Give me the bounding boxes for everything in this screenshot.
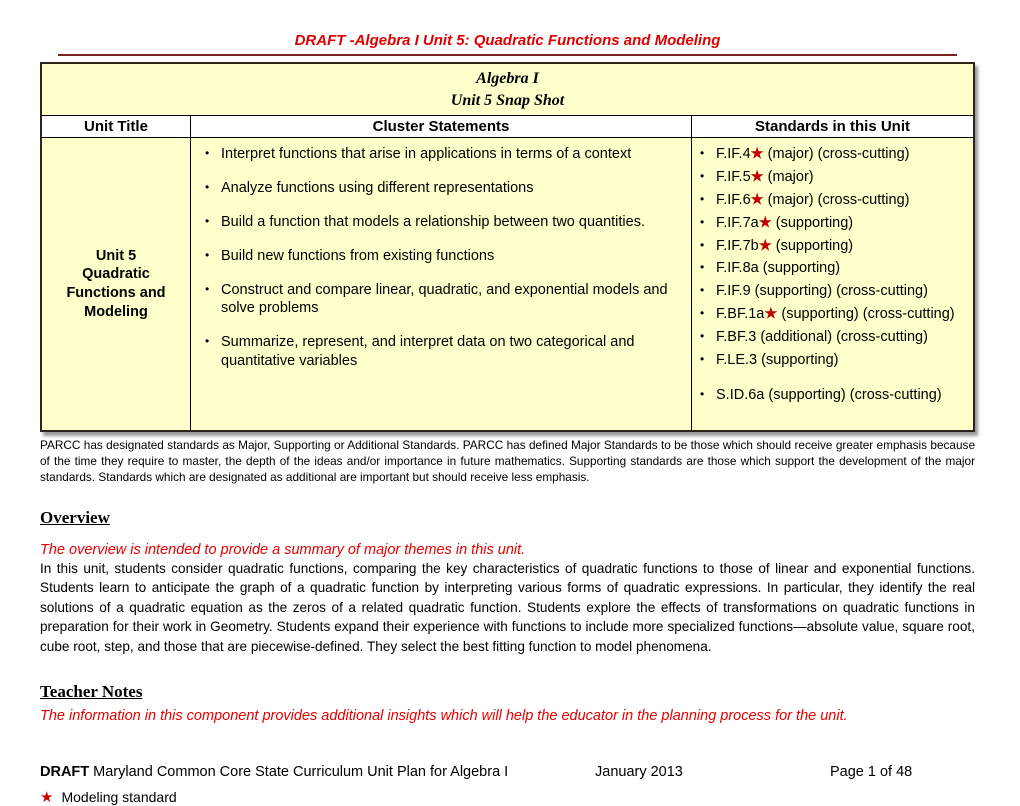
table-header-row	[41, 116, 974, 138]
page-title: DRAFT -Algebra I Unit 5: Quadratic Functions and Modeling	[58, 32, 957, 56]
standard-item-text	[716, 282, 928, 301]
table-body-row	[41, 138, 974, 432]
standard-item	[700, 237, 965, 256]
table-title-line2: Unit 5 Snap Shot	[450, 91, 565, 109]
column-header-unit-title: Unit Title	[41, 116, 191, 138]
column-header-standards: Standards in this Unit	[692, 116, 975, 138]
standard-note: (major) (cross-cutting)	[763, 191, 910, 208]
snapshot-table	[40, 62, 975, 432]
standard-item-text	[716, 237, 853, 256]
unit-title-cell	[41, 138, 191, 432]
column-header-cluster-statements: Cluster Statements	[191, 116, 692, 138]
modeling-star-icon: ★	[750, 169, 764, 186]
cluster-list	[205, 145, 679, 371]
standard-item	[700, 168, 965, 187]
bullet-icon: •	[700, 328, 705, 343]
modeling-standard-label: Modeling standard	[61, 789, 177, 806]
unit-title-line: Unit 5	[95, 247, 137, 264]
standard-note: (supporting)	[758, 260, 841, 277]
standard-item-text	[716, 168, 814, 187]
overview-body: In this unit, students consider quadratic functions, comparing the key characteristics of quadratic functions to those of linear and exponential functions. Students learn to anticipate the graph of a quadratic function by interpreting various forms of quadratic expressions. In particular, they identify the real solutions of a quadratic equation as the zeros of a related quadratic function. Students explore the effects of transformations on quadratic functions in preparation for their work in Geometry. Students expand their experience with functions to include more specialized functions—absolute value, square root, cube root, step, and those that are piecewise-defined. They select the best fitting function to model phenomena.	[40, 560, 975, 654]
table-title-line1: Algebra I	[476, 70, 539, 87]
bullet-icon: •	[205, 281, 210, 296]
standard-code: F.IF.7b	[716, 237, 759, 254]
standard-note: (supporting)	[771, 214, 854, 231]
bullet-icon: •	[700, 386, 705, 401]
modeling-star-icon: ★	[758, 214, 772, 231]
cluster-item-text: Summarize, represent, and interpret data on two categorical and quantitative variables	[221, 334, 635, 370]
standard-item-text	[716, 386, 942, 405]
standard-item-text	[716, 328, 928, 347]
bullet-icon: •	[700, 237, 705, 252]
bullet-icon: •	[205, 146, 210, 161]
unit-title-line: Functions and	[66, 285, 166, 302]
bullet-icon: •	[205, 213, 210, 228]
cluster-item	[205, 213, 679, 232]
bullet-icon: •	[700, 146, 705, 161]
unit-title-text	[43, 247, 189, 322]
standard-item-text	[716, 351, 839, 370]
standard-item	[700, 328, 965, 347]
footer-document-name	[40, 764, 595, 780]
standards-cell	[692, 138, 975, 432]
bullet-icon: •	[700, 214, 705, 229]
page-footer	[40, 764, 975, 780]
standard-code: S.ID.6a	[716, 386, 765, 403]
parcc-note: PARCC has designated standards as Major, Supporting or Additional Standards. PARCC has defined Major Standards to be those which should receive greater emphasis because of the time they require to master, the depth of the ideas and/or importance in future mathematics. Supporting standards are those which support the development of the major standards. Standards which are designated as additional are important but should receive less emphasis.	[40, 438, 975, 485]
standard-note: (supporting)	[757, 351, 839, 368]
bullet-icon: •	[700, 260, 705, 275]
standard-item	[700, 282, 965, 301]
standard-note: (major)	[763, 169, 814, 186]
cluster-item	[205, 145, 679, 164]
table-title-cell	[41, 63, 974, 116]
overview-heading: Overview	[40, 507, 110, 527]
standard-code: F.BF.3	[716, 328, 757, 345]
cluster-item-text: Build new functions from existing functions	[221, 247, 495, 264]
standards-list	[700, 145, 965, 404]
standard-note: (supporting) (cross-cutting)	[750, 283, 928, 300]
standard-code: F.LE.3	[716, 351, 758, 368]
standard-code: F.IF.7a	[716, 214, 759, 231]
table-title-row	[41, 63, 974, 116]
cluster-item	[205, 247, 679, 266]
standard-item-text	[716, 191, 909, 210]
bullet-icon: •	[205, 247, 210, 262]
standard-item	[700, 351, 965, 370]
standard-code: F.IF.4	[716, 146, 751, 163]
bullet-icon: •	[700, 169, 705, 184]
bullet-icon: •	[700, 306, 705, 321]
standard-note: (supporting)	[771, 237, 854, 254]
modeling-star-icon: ★	[758, 237, 772, 254]
cluster-item-text: Analyze functions using different representations	[221, 180, 534, 197]
standard-item-text	[716, 259, 840, 278]
modeling-star-icon: ★	[750, 191, 764, 208]
footer-draft-label: DRAFT	[40, 764, 90, 781]
cluster-item-text: Construct and compare linear, quadratic, and exponential models and solve problems	[221, 281, 668, 317]
standard-note: (supporting) (cross-cutting)	[764, 386, 942, 403]
standard-item	[700, 145, 965, 164]
cluster-item-text: Build a function that models a relationship between two quantities.	[221, 213, 645, 230]
standard-item	[700, 386, 965, 405]
bullet-icon: •	[700, 283, 705, 298]
cluster-item	[205, 179, 679, 198]
modeling-star-icon: ★	[40, 789, 54, 806]
standard-item	[700, 214, 965, 233]
modeling-star-icon: ★	[750, 146, 764, 163]
modeling-standard-footnote	[40, 788, 975, 806]
bullet-icon: •	[205, 334, 210, 349]
unit-title-line: Modeling	[84, 304, 148, 321]
teacher-notes-intro: The information in this component provides additional insights which will help the educator in the planning process for the unit.	[40, 708, 848, 725]
standard-item	[700, 191, 965, 210]
unit-title-line: Quadratic	[82, 266, 150, 283]
standard-code: F.IF.9	[716, 283, 751, 300]
standard-code: F.IF.6	[716, 191, 751, 208]
standard-note: (supporting) (cross-cutting)	[777, 306, 955, 323]
bullet-icon: •	[205, 180, 210, 195]
cluster-statements-cell	[191, 138, 692, 432]
standard-item-text	[716, 145, 909, 164]
bullet-icon: •	[700, 351, 705, 366]
footer-document-title: Maryland Common Core State Curriculum Unit Plan for Algebra I	[89, 764, 509, 781]
standard-note: (additional) (cross-cutting)	[756, 328, 928, 345]
standard-code: F.IF.8a	[716, 260, 759, 277]
standard-note: (major) (cross-cutting)	[763, 146, 910, 163]
standard-item	[700, 305, 965, 324]
footer-date: January 2013	[595, 764, 683, 781]
standard-item	[700, 259, 965, 278]
cluster-item	[205, 333, 679, 371]
footer-page-number: Page 1 of 48	[830, 764, 913, 781]
teacher-notes-heading: Teacher Notes	[40, 682, 143, 702]
cluster-item	[205, 281, 679, 319]
standard-code: F.IF.5	[716, 169, 751, 186]
bullet-icon: •	[700, 191, 705, 206]
overview-intro: The overview is intended to provide a summary of major themes in this unit.	[40, 541, 526, 558]
modeling-star-icon: ★	[764, 306, 778, 323]
standard-item-text	[716, 305, 955, 324]
standard-code: F.BF.1a	[716, 306, 765, 323]
standard-item-text	[716, 214, 853, 233]
cluster-item-text: Interpret functions that arise in applications in terms of a context	[221, 146, 632, 163]
